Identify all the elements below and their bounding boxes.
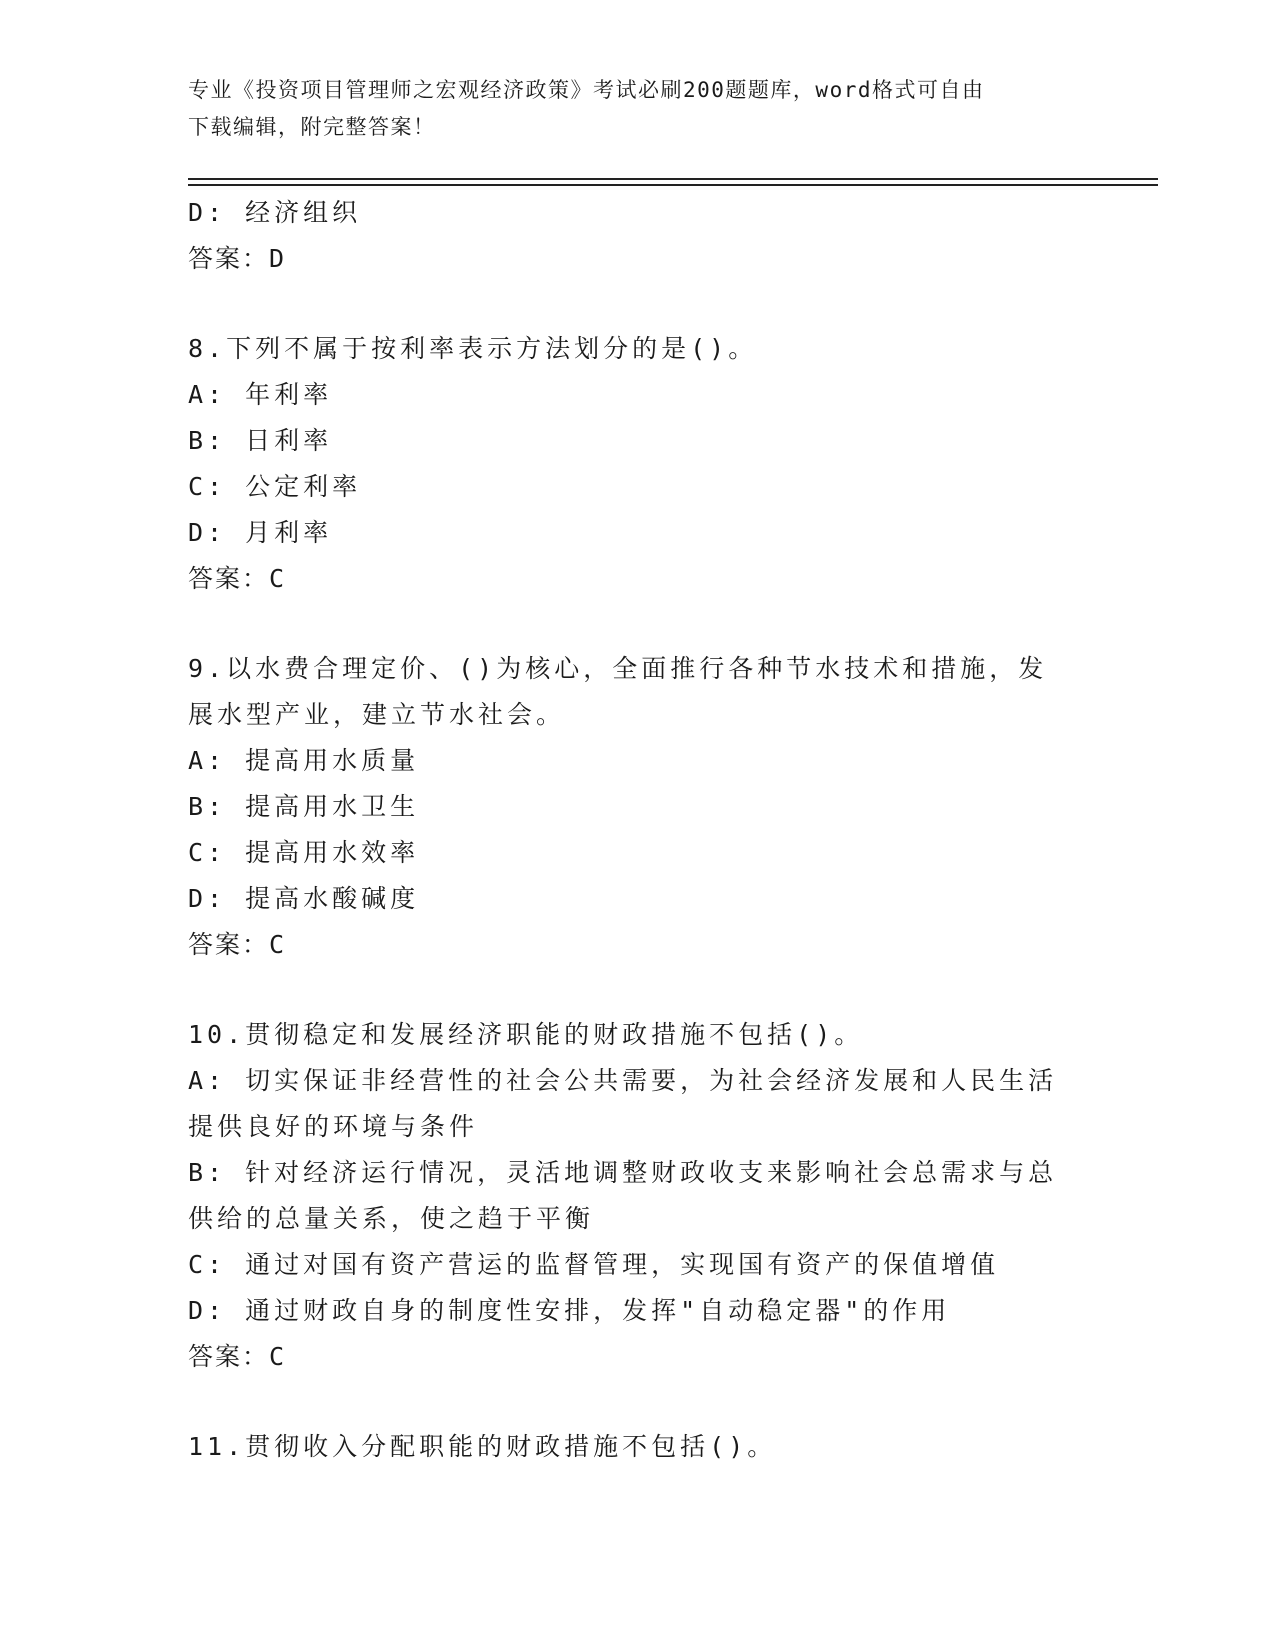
answer-label: 答案： — [188, 1342, 270, 1371]
answer-line — [188, 556, 1088, 602]
question-stem: 11.贯彻收入分配职能的财政措施不包括()。 — [188, 1432, 777, 1461]
answer-value: C — [269, 1342, 287, 1371]
option-c: C: 公定利率 — [188, 472, 362, 501]
header-divider-bottom — [188, 184, 1158, 186]
answer-label: 答案： — [188, 564, 270, 593]
option-c: C: 提高用水效率 — [188, 838, 420, 867]
answer-value: C — [269, 564, 287, 593]
answer-value: D — [269, 244, 287, 273]
question-10 — [188, 1012, 1088, 1380]
question-list — [188, 190, 1088, 1470]
question-11 — [188, 1424, 1088, 1470]
option-c: C: 通过对国有资产营运的监督管理，实现国有资产的保值增值 — [188, 1250, 1000, 1279]
question-9 — [188, 646, 1088, 968]
option-a: A: 提高用水质量 — [188, 746, 420, 775]
question-stem: 9.以水费合理定价、()为核心，全面推行各种节水技术和措施，发展水型产业，建立节水社会。 — [188, 654, 1048, 729]
option-b: B: 日利率 — [188, 426, 333, 455]
question-8 — [188, 326, 1088, 602]
option-d: D: 经济组织 — [188, 198, 362, 227]
option-d: D: 通过财政自身的制度性安排，发挥"自动稳定器"的作用 — [188, 1296, 951, 1325]
answer-label: 答案： — [188, 930, 270, 959]
answer-line — [188, 236, 1088, 282]
header-divider-top — [188, 178, 1158, 180]
question-stem: 8.下列不属于按利率表示方法划分的是()。 — [188, 334, 758, 363]
option-b: B: 提高用水卫生 — [188, 792, 420, 821]
option-d: D: 提高水酸碱度 — [188, 884, 420, 913]
question-7-tail — [188, 190, 1088, 282]
option-d: D: 月利率 — [188, 518, 333, 547]
question-stem: 10.贯彻稳定和发展经济职能的财政措施不包括()。 — [188, 1020, 864, 1049]
header-line-2: 下载编辑，附完整答案！ — [188, 115, 436, 139]
option-b: B: 针对经济运行情况，灵活地调整财政收支来影响社会总需求与总供给的总量关系，使之趋于平衡 — [188, 1158, 1058, 1233]
answer-label: 答案： — [188, 244, 270, 273]
header-line-1: 专业《投资项目管理师之宏观经济政策》考试必刷200题题库，word格式可自由 — [188, 78, 985, 102]
document-header — [188, 72, 1068, 146]
option-a: A: 年利率 — [188, 380, 333, 409]
answer-line — [188, 1334, 1088, 1380]
answer-line — [188, 922, 1088, 968]
answer-value: C — [269, 930, 287, 959]
option-a: A: 切实保证非经营性的社会公共需要，为社会经济发展和人民生活提供良好的环境与条件 — [188, 1066, 1058, 1141]
